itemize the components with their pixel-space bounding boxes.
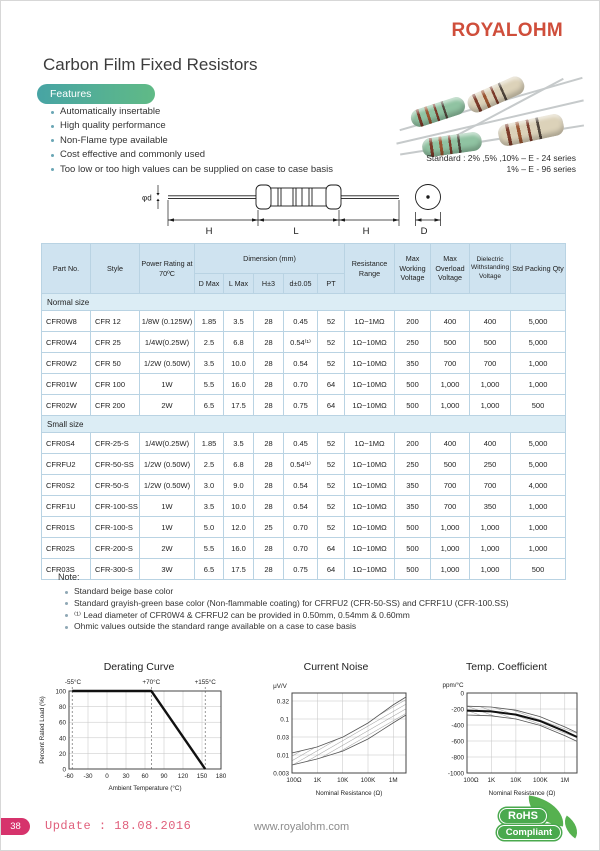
feature-item: Cost effective and commonly used [51,148,333,162]
cell-d: 0.45 [284,311,318,332]
table-body-normal-size [42,311,566,416]
cell-l-max: 6.8 [224,454,254,475]
cell-h: 28 [254,496,284,517]
col-header-d: d±0.05 [284,274,318,294]
section-row-small-size [42,416,566,433]
x-tick: 100K [360,777,376,784]
brand-logo: ROYALOHM [451,20,563,41]
cell-d: 0.54⁽¹⁾ [284,332,318,353]
table-row [42,433,566,454]
note-item: Standard beige base color [65,586,509,598]
cell-dielectric-voltage: 1,000 [470,559,511,580]
cell-d: 0.54⁽¹⁾ [284,454,318,475]
cell-packing-qty: 1,000 [511,496,566,517]
cell-l-max: 12.0 [224,517,254,538]
cell-l-max: 16.0 [224,374,254,395]
cell-style: CFR-50-SS [91,454,140,475]
cell-d-max: 1.85 [195,433,224,454]
derating-curve-plot [37,675,241,803]
cell-dielectric-voltage: 500 [470,332,511,353]
cell-max-working-voltage: 200 [395,311,431,332]
x-axis-label: Nominal Resistance (Ω) [488,790,556,797]
cell-part-no: CFR02S [42,538,91,559]
cell-h: 28 [254,374,284,395]
cell-pt: 64 [318,559,345,580]
section-label: Small size [42,416,566,433]
col-header-resistance-range: Resistance Range [345,244,395,294]
cell-packing-qty: 5,000 [511,454,566,475]
cell-h: 28 [254,538,284,559]
cell-pt: 52 [318,311,345,332]
y-tick: 0.32 [276,698,289,706]
cell-power-rating: 2W [140,395,195,416]
cell-d-max: 1.85 [195,311,224,332]
cell-max-working-voltage: 500 [395,374,431,395]
y-axis-label: Percent Rated Load (%) [39,696,46,764]
col-header-l-max: L Max [224,274,254,294]
annotation-plus-155: +155°C [194,679,216,686]
cell-d-max: 3.5 [195,496,224,517]
cell-dielectric-voltage: 400 [470,311,511,332]
cell-l-max: 17.5 [224,559,254,580]
annotation-plus-70: +70°C [142,679,161,686]
cell-resistance-range: 1Ω~1MΩ [345,311,395,332]
table-row [42,374,566,395]
cell-power-rating: 1W [140,517,195,538]
y-tick: -1000 [447,770,464,778]
dimension-drawing [106,176,456,242]
y-tick: 0 [62,766,66,774]
y-tick: 100 [55,688,66,696]
x-tick: 1M [388,777,398,784]
update-date: Update : 18.08.2016 [45,819,192,833]
y-tick: 20 [58,750,66,758]
cell-max-overload-voltage: 500 [431,454,470,475]
note-item: Ohmic values outside the standard range available on a case to case basis [65,621,509,633]
cell-power-rating: 1/2W (0.50W) [140,454,195,475]
col-header-dimension: Dimension (mm) [195,244,345,274]
x-tick: -30 [83,773,93,780]
x-tick: 1M [560,777,570,784]
cell-packing-qty: 1,000 [511,517,566,538]
col-header-dielectric-voltage: Dielectric Withstanding Voltage [470,244,511,294]
x-tick: 120 [177,773,189,780]
cell-max-working-voltage: 350 [395,475,431,496]
y-tick: 0.01 [276,752,289,760]
cell-power-rating: 1/2W (0.50W) [140,353,195,374]
cell-power-rating: 1/2W (0.50W) [140,475,195,496]
y-tick: 0.1 [280,716,289,724]
y-tick: 40 [58,735,66,743]
cell-dielectric-voltage: 1,000 [470,395,511,416]
y-tick: 0.003 [273,770,289,778]
cell-l-max: 3.5 [224,311,254,332]
y-tick: -400 [451,722,464,730]
cell-h: 28 [254,433,284,454]
cell-d-max: 6.5 [195,395,224,416]
cell-max-working-voltage: 350 [395,496,431,517]
cell-dielectric-voltage: 700 [470,353,511,374]
cell-part-no: CFR0W8 [42,311,91,332]
cell-part-no: CFR03S [42,559,91,580]
note-item: ⁽¹⁾ Lead diameter of CFR0W4 & CFRFU2 can be provided in 0.50mm, 0.54mm & 0.60mm [65,610,509,622]
website-url: www.royalohm.com [253,821,350,833]
current-noise-chart [256,661,416,808]
cell-power-rating: 1/4W(0.25W) [140,332,195,353]
cell-d-max: 3.0 [195,475,224,496]
rohs-compliant-logo [497,798,585,848]
cell-style: CFR-300-S [91,559,140,580]
cell-max-overload-voltage: 400 [431,433,470,454]
col-header-max-overload-voltage: Max Overload Voltage [431,244,470,294]
cell-dielectric-voltage: 1,000 [470,374,511,395]
dim-d-label: D [420,226,428,237]
x-tick: 10K [510,777,522,784]
dim-h-right-label: H [362,226,370,237]
col-header-pt: PT [318,274,345,294]
resistor-body-beige [465,74,528,116]
cell-resistance-range: 1Ω~10MΩ [345,395,395,416]
cell-resistance-range: 1Ω~10MΩ [345,517,395,538]
cell-max-overload-voltage: 400 [431,311,470,332]
x-tick: 90 [160,773,168,780]
table-row [42,475,566,496]
y-tick: -200 [451,706,464,714]
note-list [65,586,509,633]
x-axis-label: Ambient Temperature (°C) [108,785,182,792]
cell-d: 0.45 [284,433,318,454]
cell-pt: 52 [318,454,345,475]
cell-max-overload-voltage: 1,000 [431,559,470,580]
y-tick: 0.03 [276,734,289,742]
cell-max-working-voltage: 500 [395,538,431,559]
cell-resistance-range: 1Ω~10MΩ [345,538,395,559]
cell-dielectric-voltage: 250 [470,454,511,475]
cell-l-max: 16.0 [224,538,254,559]
x-tick: 0 [105,773,109,780]
cell-l-max: 10.0 [224,353,254,374]
col-header-h: H±3 [254,274,284,294]
lead-cross-section-dot [426,195,429,198]
cell-packing-qty: 5,000 [511,332,566,353]
cell-max-working-voltage: 500 [395,395,431,416]
cell-d: 0.75 [284,395,318,416]
specification-table [41,243,566,580]
x-tick: 100Ω [286,777,302,784]
cell-max-overload-voltage: 700 [431,496,470,517]
cell-dielectric-voltage: 1,000 [470,517,511,538]
cell-style: CFR-50-S [91,475,140,496]
cell-d: 0.70 [284,374,318,395]
cell-part-no: CFR0W4 [42,332,91,353]
cell-h: 28 [254,454,284,475]
features-list [51,105,333,177]
cell-max-working-voltage: 500 [395,517,431,538]
cell-part-no: CFR0S4 [42,433,91,454]
cell-packing-qty: 500 [511,559,566,580]
col-header-max-working-voltage: Max Working Voltage [395,244,431,294]
cell-pt: 64 [318,374,345,395]
cell-max-overload-voltage: 1,000 [431,517,470,538]
table-row [42,332,566,353]
col-header-power-rating: Power Rating at 70ºC [140,244,195,294]
cell-dielectric-voltage: 350 [470,496,511,517]
cell-packing-qty: 5,000 [511,433,566,454]
cell-part-no: CFR01S [42,517,91,538]
chart-title: Current Noise [303,661,369,673]
table-body-small-size [42,433,566,580]
cell-pt: 52 [318,353,345,374]
cell-style: CFR 12 [91,311,140,332]
cell-l-max: 6.8 [224,332,254,353]
cell-power-rating: 1W [140,374,195,395]
x-tick: -60 [64,773,74,780]
features-heading-badge: Features [37,84,155,104]
cell-pt: 52 [318,517,345,538]
cell-h: 28 [254,559,284,580]
cell-style: CFR-100-S [91,517,140,538]
cell-d-max: 5.5 [195,538,224,559]
cell-part-no: CFR02W [42,395,91,416]
cell-resistance-range: 1Ω~10MΩ [345,454,395,475]
feature-item: High quality performance [51,119,333,133]
cell-packing-qty: 4,000 [511,475,566,496]
section-row-normal-size [42,294,566,311]
x-tick: 30 [122,773,130,780]
temp-coefficient-plot [429,675,584,803]
cell-max-working-voltage: 250 [395,454,431,475]
cell-packing-qty: 1,000 [511,374,566,395]
dim-h-left-label: H [205,226,213,237]
cell-max-working-voltage: 350 [395,353,431,374]
cell-max-overload-voltage: 1,000 [431,395,470,416]
cell-d-max: 6.5 [195,559,224,580]
cell-h: 28 [254,475,284,496]
cell-pt: 64 [318,538,345,559]
table-row [42,353,566,374]
cell-max-working-voltage: 500 [395,559,431,580]
table-row [42,559,566,580]
cell-max-overload-voltage: 700 [431,475,470,496]
cell-d: 0.75 [284,559,318,580]
cell-d: 0.54 [284,496,318,517]
cell-max-working-voltage: 250 [395,332,431,353]
y-axis-unit: ppm/°C [442,682,464,689]
cell-pt: 52 [318,475,345,496]
cell-power-rating: 1/4W(0.25W) [140,433,195,454]
col-header-part-no: Part No. [42,244,91,294]
cell-h: 28 [254,311,284,332]
cell-power-rating: 1/8W (0.125W) [140,311,195,332]
x-tick: 1K [313,777,322,784]
cell-resistance-range: 1Ω~10MΩ [345,353,395,374]
cell-d: 0.70 [284,517,318,538]
col-header-std-packing-qty: Std Packing Qty [511,244,566,294]
cell-d-max: 5.0 [195,517,224,538]
cell-max-overload-voltage: 500 [431,332,470,353]
cell-max-overload-voltage: 700 [431,353,470,374]
cell-d-max: 2.5 [195,454,224,475]
table-row [42,496,566,517]
cell-l-max: 17.5 [224,395,254,416]
cell-h: 25 [254,517,284,538]
chart-title: Derating Curve [103,661,175,673]
cell-resistance-range: 1Ω~10MΩ [345,374,395,395]
standard-line-2: 1% – E - 96 series [506,164,576,174]
cell-part-no: CFR0W2 [42,353,91,374]
rohs-label: RoHS [499,808,547,824]
cell-part-no: CFR0S2 [42,475,91,496]
cell-d-max: 5.5 [195,374,224,395]
cell-power-rating: 3W [140,559,195,580]
cell-pt: 52 [318,496,345,517]
y-tick: 80 [58,704,66,711]
table-row [42,517,566,538]
col-header-style: Style [91,244,140,294]
cell-resistance-range: 1Ω~1MΩ [345,433,395,454]
annotation-minus-55: -55°C [64,679,82,686]
cell-style: CFR-200-S [91,538,140,559]
cell-d: 0.70 [284,538,318,559]
cell-style: CFR-100-SS [91,496,140,517]
cell-l-max: 3.5 [224,433,254,454]
cell-style: CFR 50 [91,353,140,374]
cell-power-rating: 1W [140,496,195,517]
cell-pt: 64 [318,395,345,416]
cell-style: CFR 200 [91,395,140,416]
page-number-badge: 38 [1,818,30,835]
derating-curve-chart [37,661,241,808]
cell-style: CFR-25-S [91,433,140,454]
table-row [42,395,566,416]
page-title: Carbon Film Fixed Resistors [43,55,258,74]
feature-item: Automatically insertable [51,105,333,119]
cell-packing-qty: 1,000 [511,353,566,374]
cell-power-rating: 2W [140,538,195,559]
cell-resistance-range: 1Ω~10MΩ [345,496,395,517]
cell-max-overload-voltage: 1,000 [431,374,470,395]
x-tick: 1K [487,777,496,784]
cell-packing-qty: 500 [511,395,566,416]
y-tick: -800 [451,754,464,762]
rohs-compliant-label: Compliant [497,825,561,840]
dim-l-label: L [293,226,299,237]
standard-line-1: Standard : 2% ,5% ,10% – E - 24 series [426,153,576,163]
note-heading: Note: [58,572,80,582]
phi-d-label: φd [142,193,152,203]
cell-h: 28 [254,353,284,374]
cell-pt: 52 [318,332,345,353]
cell-packing-qty: 1,000 [511,538,566,559]
cell-resistance-range: 1Ω~10MΩ [345,559,395,580]
x-tick: 180 [215,773,227,780]
x-tick: 10K [337,777,349,784]
table-row [42,454,566,475]
cell-part-no: CFRFU2 [42,454,91,475]
x-axis-label: Nominal Resistance (Ω) [315,790,383,797]
table-row [42,538,566,559]
tolerance-standard-note [426,153,576,175]
y-tick: 0 [460,690,464,698]
cell-max-working-voltage: 200 [395,433,431,454]
feature-item: Too low or too high values can be supplied on case to case basis [51,163,333,177]
section-label: Normal size [42,294,566,311]
cell-d-max: 3.5 [195,353,224,374]
y-axis-unit: μV/V [273,683,287,690]
cell-h: 28 [254,332,284,353]
cell-pt: 52 [318,433,345,454]
cell-part-no: CFRF1U [42,496,91,517]
cell-l-max: 10.0 [224,496,254,517]
cell-style: CFR 100 [91,374,140,395]
derating-line [72,691,205,769]
y-tick: 60 [58,719,66,727]
cell-style: CFR 25 [91,332,140,353]
cell-d-max: 2.5 [195,332,224,353]
cell-max-overload-voltage: 1,000 [431,538,470,559]
y-tick: -600 [451,738,464,746]
cell-d: 0.54 [284,353,318,374]
x-tick: 100Ω [463,777,479,784]
feature-item: Non-Flame type available [51,134,333,148]
cell-dielectric-voltage: 400 [470,433,511,454]
resistor-body-green [409,95,468,129]
cell-l-max: 9.0 [224,475,254,496]
resistor-photo [394,83,591,159]
table-row [42,311,566,332]
cell-h: 28 [254,395,284,416]
cell-dielectric-voltage: 700 [470,475,511,496]
current-noise-plot [256,675,416,803]
col-header-d-max: D Max [195,274,224,294]
x-tick: 100K [532,777,548,784]
temp-coefficient-chart [429,661,584,808]
cell-dielectric-voltage: 1,000 [470,538,511,559]
note-item: Standard grayish-green base color (Non-flammable coating) for CFRFU2 (CFR-50-SS) and CFRF1U (CFR-100.SS) [65,598,509,610]
x-tick: 150 [196,773,208,780]
cell-resistance-range: 1Ω~10MΩ [345,332,395,353]
cell-d: 0.54 [284,475,318,496]
cell-part-no: CFR01W [42,374,91,395]
chart-title: Temp. Coefficient [466,661,547,673]
x-tick: 60 [141,773,149,780]
cell-resistance-range: 1Ω~10MΩ [345,475,395,496]
cell-packing-qty: 5,000 [511,311,566,332]
